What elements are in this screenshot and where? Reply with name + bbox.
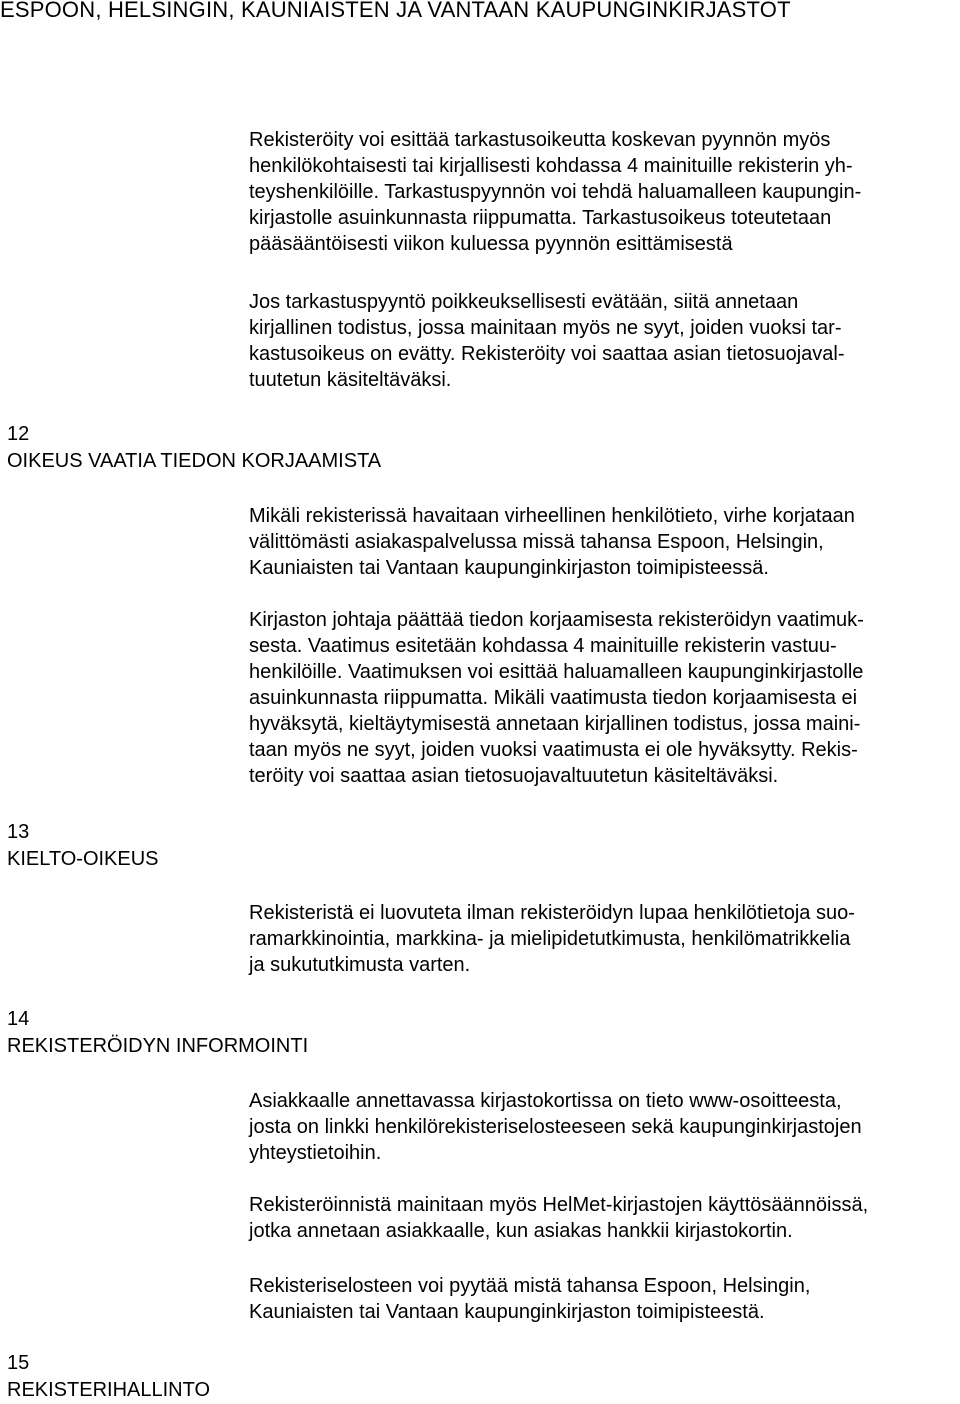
page-header: ESPOON, HELSINGIN, KAUNIAISTEN JA VANTAAN KAUPUNGINKIRJASTOT [0, 0, 791, 22]
section-number: 14 [7, 1008, 30, 1030]
text-line: yhteystietoihin. [249, 1142, 382, 1164]
text-line: Mikäli rekisterissä havaitaan virheellinen henkilötieto, virhe korjataan [249, 505, 855, 527]
section-title: REKISTERIHALLINTO [7, 1379, 211, 1401]
paragraph-correction-decision [249, 607, 960, 789]
section-14-heading [7, 1006, 308, 1060]
text-line: teröity voi saattaa asian tietosuojavaltuutetun käsiteltäväksi. [249, 765, 779, 787]
section-number: 15 [7, 1352, 30, 1374]
paragraph-helmet-rules [249, 1192, 960, 1244]
text-line: Kauniaisten tai Vantaan kaupunginkirjaston toimipisteestä. [249, 1301, 765, 1323]
section-number: 12 [7, 423, 30, 445]
text-line: Asiakkaalle annettavassa kirjastokortissa on tieto www-osoitteesta, [249, 1090, 842, 1112]
text-line: Kirjaston johtaja päättää tiedon korjaamisesta rekisteröidyn vaatimuk- [249, 609, 864, 631]
paragraph-register-description [249, 1273, 960, 1325]
text-line: sesta. Vaatimus esitetään kohdassa 4 mainituille rekisterin vastuu- [249, 635, 837, 657]
text-line: henkilökohtaisesti tai kirjallisesti kohdassa 4 mainituille rekisterin yh- [249, 155, 853, 177]
text-line: henkilöille. Vaatimuksen voi esittää haluamalleen kaupunginkirjastolle [249, 661, 864, 683]
paragraph-prohibition [249, 900, 960, 978]
paragraph-inspection-denial [249, 289, 960, 393]
paragraph-library-card-info [249, 1088, 960, 1166]
section-number: 13 [7, 821, 30, 843]
text-line: Jos tarkastuspyyntö poikkeuksellisesti evätään, siitä annetaan [249, 291, 799, 313]
text-line: ramarkkinointia, markkina- ja mielipidetutkimusta, henkilömatrikkelia [249, 928, 851, 950]
section-13-heading [7, 819, 159, 873]
section-15-heading [7, 1350, 210, 1404]
section-title: OIKEUS VAATIA TIEDON KORJAAMISTA [7, 450, 382, 472]
text-line: taan myös ne syyt, joiden vuoksi vaatimusta ei ole hyväksytty. Rekis- [249, 739, 858, 761]
text-line: asuinkunnasta riippumatta. Mikäli vaatimusta tiedon korjaamisesta ei [249, 687, 858, 709]
paragraph-error-correction [249, 503, 960, 581]
text-line: tuutetun käsiteltäväksi. [249, 369, 452, 391]
text-line: Rekisteriselosteen voi pyytää mistä tahansa Espoon, Helsingin, [249, 1275, 811, 1297]
paragraph-inspection-request [249, 127, 960, 257]
section-12-heading [7, 421, 381, 475]
text-line: kastusoikeus on evätty. Rekisteröity voi saattaa asian tietosuojaval- [249, 343, 845, 365]
text-line: jotka annetaan asiakkaalle, kun asiakas hankkii kirjastokortin. [249, 1220, 793, 1242]
text-line: teyshenkilöille. Tarkastuspyynnön voi tehdä haluamalleen kaupungin- [249, 181, 862, 203]
text-line: kirjallinen todistus, jossa mainitaan myös ne syyt, joiden vuoksi tar- [249, 317, 842, 339]
text-line: hyväksytä, kieltäytymisestä annetaan kirjallinen todistus, jossa maini- [249, 713, 861, 735]
text-line: Rekisteristä ei luovuteta ilman rekisteröidyn lupaa henkilötietoja suo- [249, 902, 855, 924]
text-line: pääsääntöisesti viikon kuluessa pyynnön esittämisestä [249, 233, 733, 255]
text-line: ja sukututkimusta varten. [249, 954, 471, 976]
text-line: kirjastolle asuinkunnasta riippumatta. Tarkastusoikeus toteutetaan [249, 207, 832, 229]
section-title: KIELTO-OIKEUS [7, 848, 159, 870]
text-line: josta on linkki henkilörekisteriselosteeseen sekä kaupunginkirjastojen [249, 1116, 862, 1138]
text-line: välittömästi asiakaspalvelussa missä tahansa Espoon, Helsingin, [249, 531, 824, 553]
text-line: Rekisteröinnistä mainitaan myös HelMet-kirjastojen käyttösäännöissä, [249, 1194, 869, 1216]
text-line: Rekisteröity voi esittää tarkastusoikeutta koskevan pyynnön myös [249, 129, 831, 151]
text-line: Kauniaisten tai Vantaan kaupunginkirjaston toimipisteessä. [249, 557, 769, 579]
section-title: REKISTERÖIDYN INFORMOINTI [7, 1035, 309, 1057]
